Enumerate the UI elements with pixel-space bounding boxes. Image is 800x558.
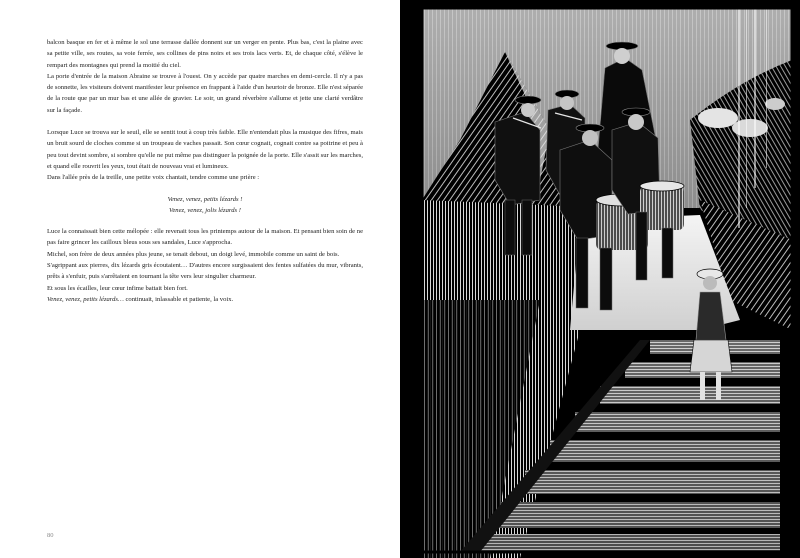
paragraph: balcon basque en fer et à même le sol une terrasse dallée donnent sur un verger en pente. Plus bas, c'est la plaine avec sa petite ville, ses routes, sa voie ferrée, ses collines de pins noirs et ses trois lacs verts. Et, de chaque côté, s'élève le rempart des montagnes qui prend la moitié du ciel. xyxy=(47,39,363,69)
sheep xyxy=(732,119,768,137)
paragraph: Lorsque Luce se trouva sur le seuil, elle se sentit tout à coup très faible. Elle n'entendait plus la musique des fifres, mais un bruit sourd de cloches comme si un troupeau de vaches passait. Son cœur cognait, cognait contre sa poitrine et peu à peu tout devint sombre, si sombre qu'elle ne put même pas distinguer la poignée de la porte. Elle s'assit sur les marches, et quand elle rouvrit les yeux, tout était de nouveau vrai et lumineux. xyxy=(47,129,363,170)
paragraph-last xyxy=(47,294,363,305)
text-block xyxy=(47,37,363,305)
paragraph: S'agrippant aux pierres, dix lézards gris écoutaient… D'autres encore surgissaient des fentes sulfatées du mur, vibrants, prêts à s'enfuir, puis s'arrêtaient en tournant la tête vers leur singulier charmeur. xyxy=(47,262,363,281)
right-page xyxy=(400,0,800,558)
refrain-continuation: continuait, inlassable et patiente, la voix. xyxy=(123,295,234,303)
paragraph: Et sous les écailles, leur cœur infime battait bien fort. xyxy=(47,284,188,292)
paragraph: Luce la connaissait bien cette mélopée : elle revenait tous les printemps autour de la maison. Et pensant bien soin de ne pas faire grincer les cailloux bleus sous ses sandales, Luce s'approcha. xyxy=(47,228,363,247)
paragraph: La porte d'entrée de la maison Abraine se trouve à l'ouest. On y accède par quatre marches en demi-cercle. Il n'y a pas de sonnette, les visiteurs doivent manifester leur présence en frappant à l'aide d'un heurtoir de bronze. Elle n'est séparée de la route que par un mur bas et une allée de gravier. Le soir, un grand réverbère s'allume et jette une clarté verdâtre sur la façade. xyxy=(47,72,363,114)
fife-player xyxy=(495,112,540,205)
sheep xyxy=(698,108,738,128)
scratchboard-illustration xyxy=(400,0,800,558)
poem xyxy=(47,194,363,217)
poem-line: Venez, venez, petits lézards ! xyxy=(167,195,243,203)
italic-refrain: Venez, venez, petits lézards… xyxy=(47,295,124,303)
paragraph: Dans l'allée près de la treille, une petite voix chantait, tendre comme une prière : xyxy=(47,174,260,182)
page-number: 80 xyxy=(47,532,54,539)
poem-line: Venez, venez, jolis lézards ! xyxy=(169,206,241,214)
paragraph: Michel, son frère de deux années plus jeune, se tenait debout, un doigt levé, immobile comme un saint de bois. xyxy=(47,250,340,258)
sheep xyxy=(765,98,785,110)
